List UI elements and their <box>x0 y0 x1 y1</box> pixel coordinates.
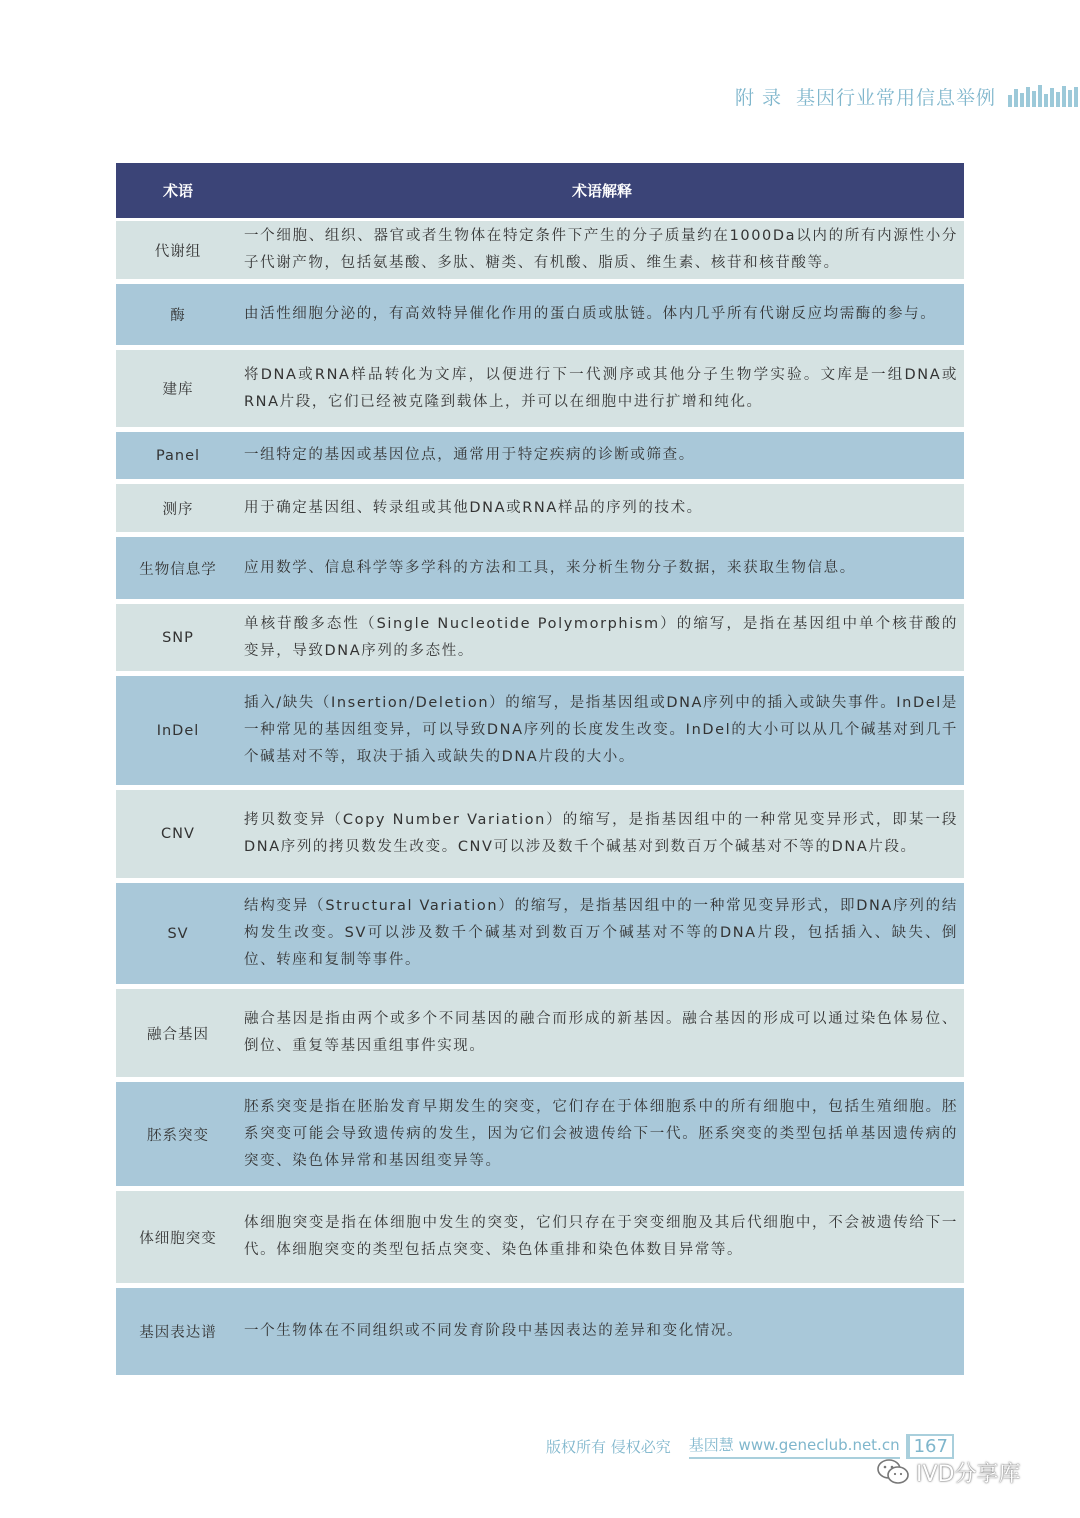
page-number: 167 <box>906 1434 954 1459</box>
table-row <box>116 676 964 790</box>
term-cell: InDel <box>156 722 200 739</box>
table-row <box>116 432 964 484</box>
page-header <box>735 82 1080 110</box>
table-row <box>116 989 964 1082</box>
header-term: 术语 <box>162 182 193 200</box>
term-cell: 代谢组 <box>154 243 202 260</box>
term-cell: SNP <box>162 629 194 646</box>
header-decoration-bars <box>1008 85 1080 107</box>
definition-cell: 一组特定的基因或基因位点，通常用于特定疾病的诊断或筛查。 <box>244 447 695 463</box>
header-definition: 术语解释 <box>571 182 632 200</box>
definition-cell: 用于确定基因组、转录组或其他DNA或RNA样品的序列的技术。 <box>244 499 703 516</box>
term-cell: CNV <box>161 826 195 842</box>
table-row <box>116 350 964 432</box>
site-link[interactable]: 基因慧 www.geneclub.net.cn <box>689 1434 900 1459</box>
term-cell: 建库 <box>162 382 194 398</box>
definition-cell: 一个细胞、组织、器官或者生物体在特定条件下产生的分子质量约在1000Da以内的所有内源性小分子代谢产物，包括氨基酸、多肽、糖类、有机酸、脂质、维生素、核苷和核苷酸等。 <box>244 228 958 271</box>
table-row <box>116 221 964 284</box>
definition-cell: 结构变异（Structural Variation）的缩写，是指基因组中的一种常见变异形式，即DNA序列的结构发生改变。SV可以涉及数千个碱基对到数百万个碱基对不等的DNA片段，包括插入、缺失、倒位、转座和复制等事件。 <box>244 898 958 968</box>
definition-cell: 由活性细胞分泌的，有高效特异催化作用的蛋白质或肽链。体内几乎所有代谢反应均需酶的参与。 <box>244 306 937 322</box>
table-row <box>116 883 964 989</box>
term-cell: 融合基因 <box>147 1026 209 1043</box>
wechat-icon <box>876 1458 910 1486</box>
glossary-table <box>116 163 964 1380</box>
definition-cell: 胚系突变是指在胚胎发育早期发生的突变，它们存在于体细胞系中的所有细胞中，包括生殖细胞。胚系突变可能会导致遗传病的发生，因为它们会被遗传给下一代。胚系突变的类型包括单基因遗传病的突变、染色体异常和基因组变异等。 <box>244 1098 958 1169</box>
table-row <box>116 1288 964 1380</box>
definition-cell: 融合基因是指由两个或多个不同基因的融合而形成的新基因。融合基因的形成可以通过染色体易位、倒位、重复等基因重组事件实现。 <box>244 1011 958 1054</box>
term-cell: 基因表达谱 <box>139 1325 217 1341</box>
definition-cell: 体细胞突变是指在体细胞中发生的突变，它们只存在于突变细胞及其后代细胞中，不会被遗传给下一代。体细胞突变的类型包括点突变、染色体重排和染色体数目异常等。 <box>244 1215 958 1258</box>
table-row <box>116 790 964 883</box>
definition-cell: 拷贝数变异（Copy Number Variation）的缩写，是指基因组中的一种常见变异形式，即某一段DNA序列的拷贝数发生改变。CNV可以涉及数千个碱基对到数百万个碱基对不等的DNA片段。 <box>244 812 958 855</box>
header-title <box>735 83 996 110</box>
table-row <box>116 484 964 537</box>
term-cell: Panel <box>155 447 201 464</box>
table-row <box>116 537 964 604</box>
table-header <box>116 163 964 221</box>
term-cell: SV <box>167 925 189 942</box>
term-cell: 体细胞突变 <box>139 1230 217 1247</box>
watermark <box>876 1455 1020 1489</box>
definition-cell: 插入/缺失（Insertion/Deletion）的缩写，是指基因组或DNA序列中的插入或缺失事件。InDel是一种常见的基因组变异，可以导致DNA序列的长度发生改变。InDel的大小可以从几个碱基对到几千个碱基对不等，取决于插入或缺失的DNA片段的大小。 <box>244 695 958 765</box>
definition-cell: 将DNA或RNA样品转化为文库，以便进行下一代测序或其他分子生物学实验。文库是一组DNA或RNA片段，它们已经被克隆到载体上，并可以在细胞中进行扩增和纯化。 <box>244 366 958 410</box>
term-cell: 酶 <box>170 308 186 324</box>
watermark-text: IVD分享库 <box>916 1461 1021 1487</box>
table-row <box>116 1082 964 1191</box>
header-chapter-title: 基因行业常用信息举例 <box>795 86 996 109</box>
term-cell: 胚系突变 <box>147 1127 209 1144</box>
definition-cell: 应用数学、信息科学等多学科的方法和工具，来分析生物分子数据，来获取生物信息。 <box>244 559 856 576</box>
copyright-notice: 版权所有 侵权必究 <box>546 1437 671 1456</box>
header-section: 附 录 <box>734 86 782 109</box>
term-cell: 生物信息学 <box>139 561 217 578</box>
definition-cell: 一个生物体在不同组织或不同发育阶段中基因表达的差异和变化情况。 <box>244 1323 744 1339</box>
definition-cell: 单核苷酸多态性（Single Nucleotide Polymorphism）的缩写，是指在基因组中单个核苷酸的变异，导致DNA序列的多态性。 <box>244 615 958 659</box>
table-row <box>116 284 964 350</box>
term-cell: 测序 <box>162 501 194 518</box>
table-row <box>116 1191 964 1288</box>
table-row <box>116 604 964 676</box>
